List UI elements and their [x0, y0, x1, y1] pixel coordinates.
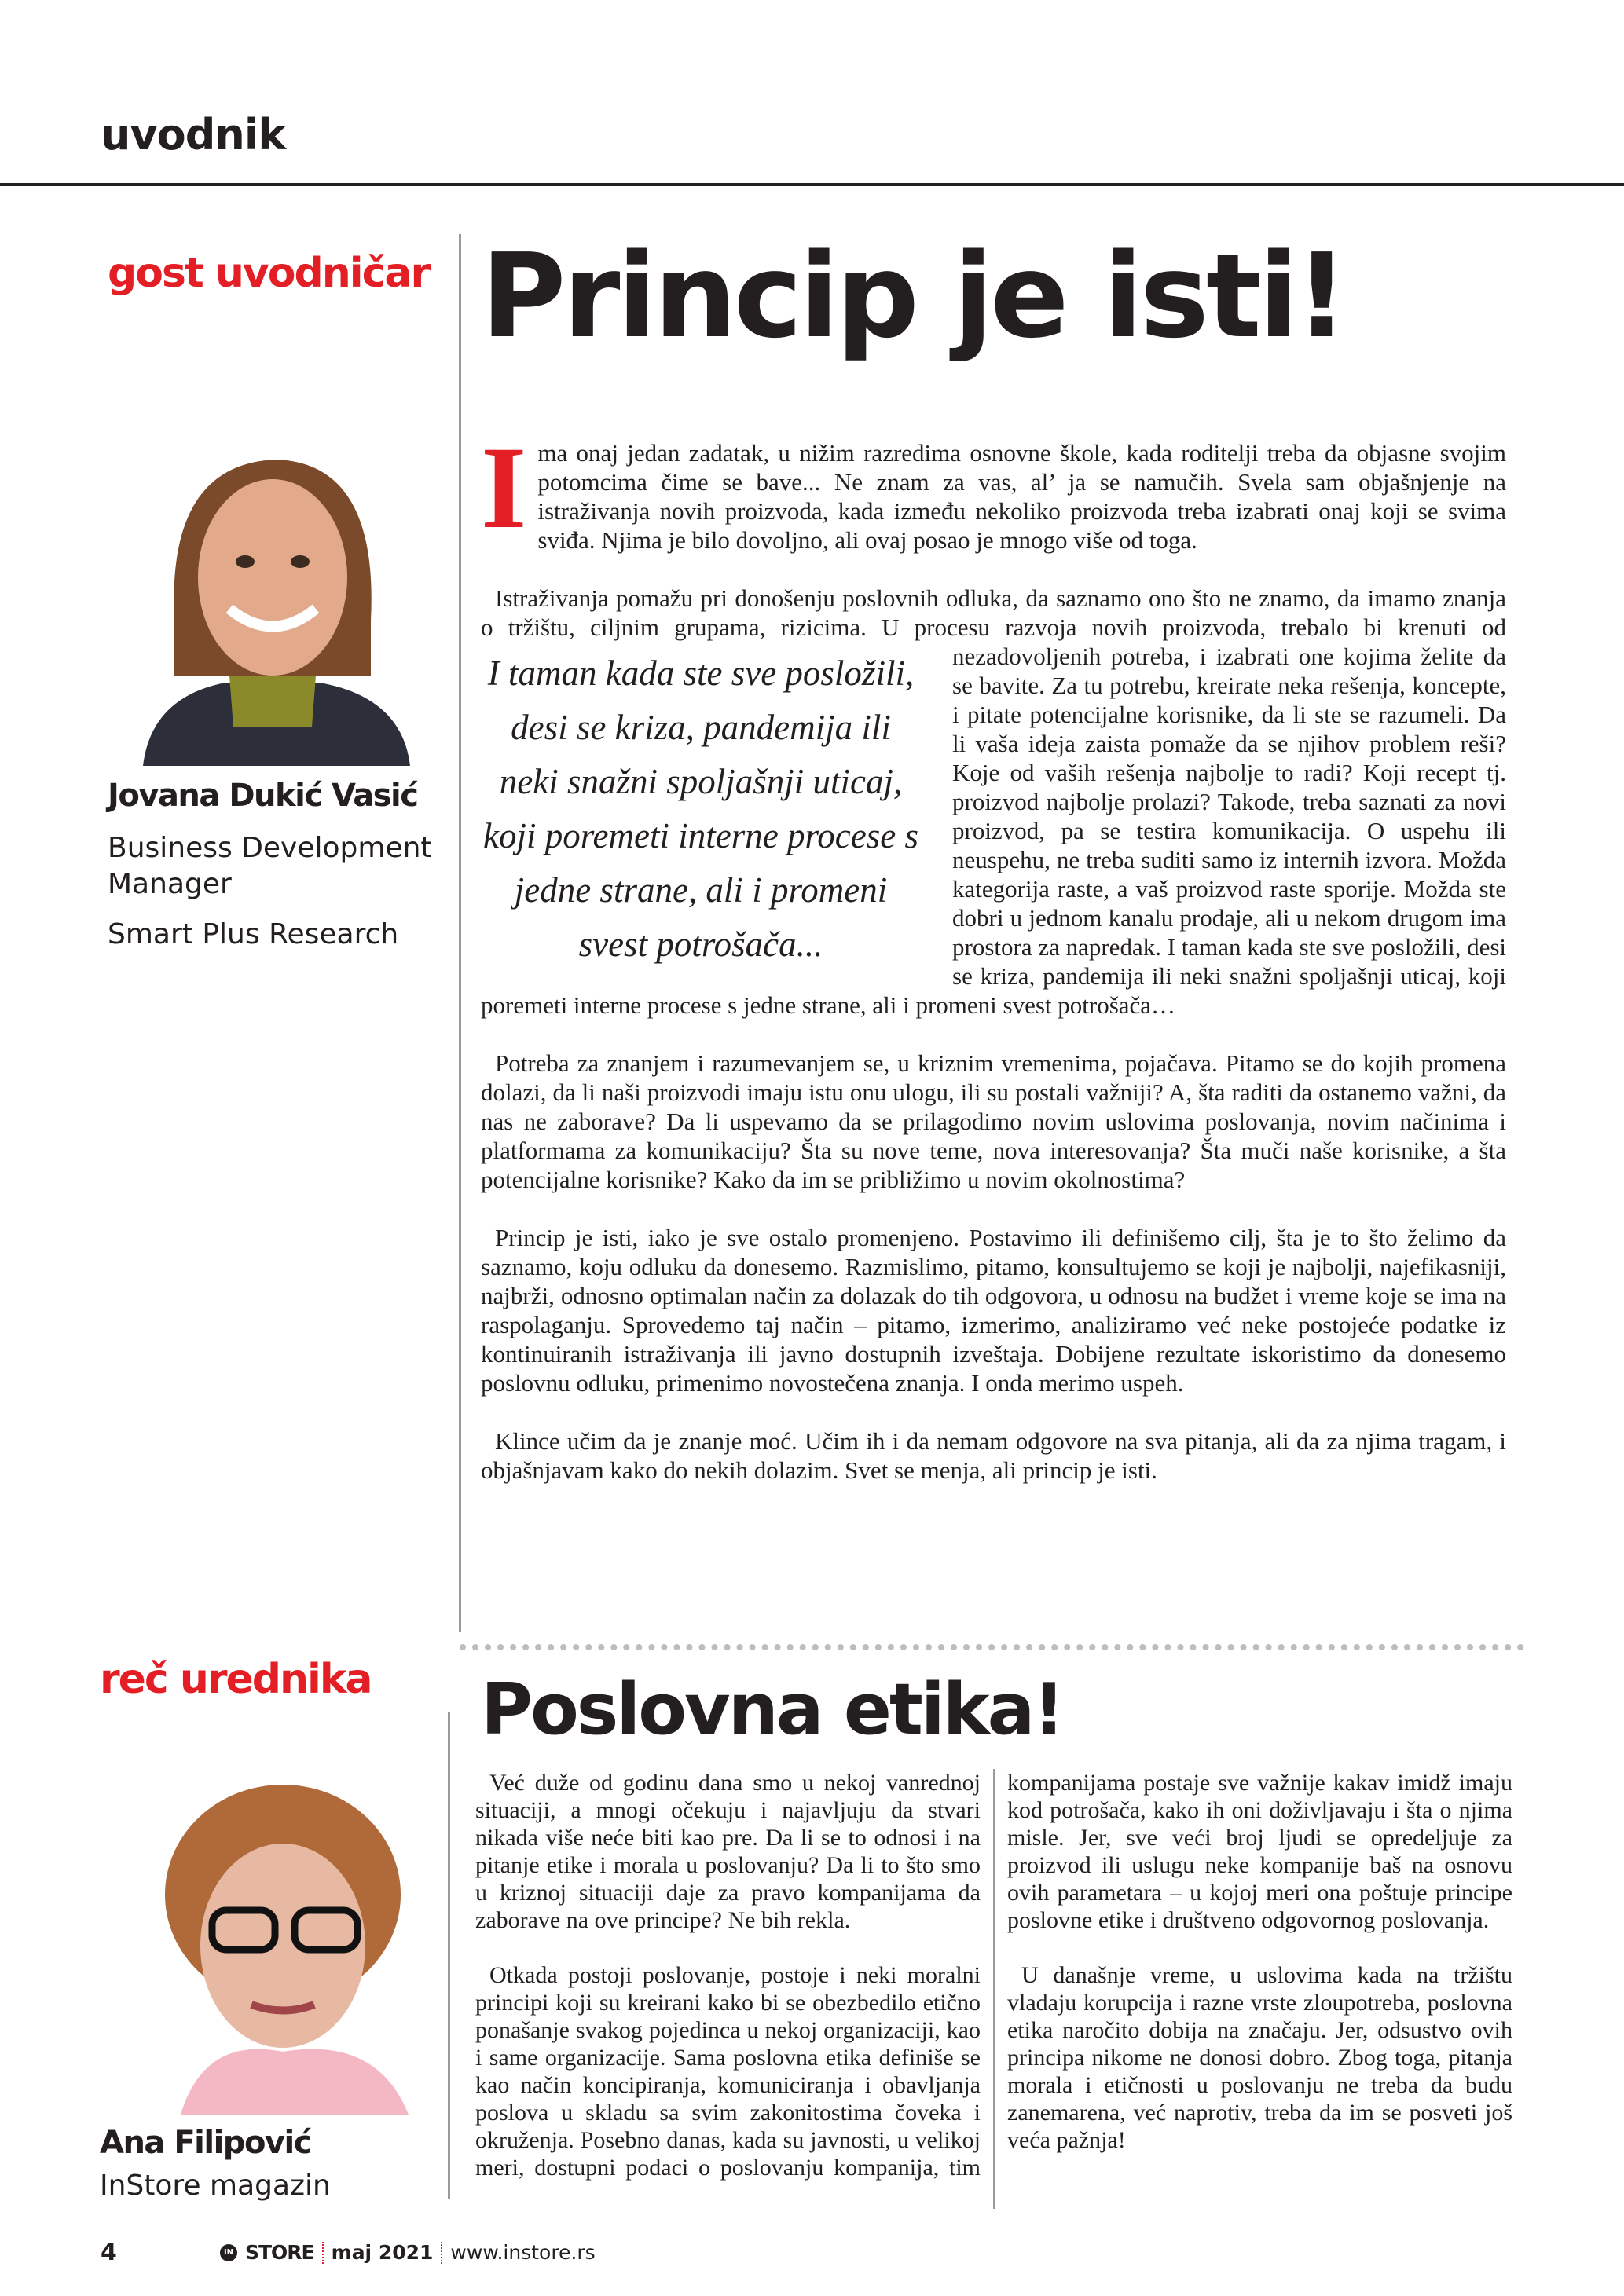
guest-name: Jovana Dukić Vasić: [108, 778, 418, 814]
section-label: uvodnik: [101, 110, 286, 159]
guest-photo: [119, 416, 448, 766]
body-paragraph: Istraživanja pomažu pri donošenju poslovnih odluka, da saznamo ono što ne znamo, da imamo znanja o tržištu, ciljnim grupama, rizicima. U procesu razvoja novih proizvoda, trebalo bi krenuti od nezadovoljenih potreba, i izabrati one kojima želite da se bavite. Za tu potrebu, kreirate neka rešenja, koncepte, i pitate potencijalne korisnike, da li ste se razumeli. Da li vaša ideja zaista pomaže da se njihov problem reši? Koje od vaših rešenja najbolje to radi? Koji recept tj. proizvod najbolje prolazi? Takođe, treba saznati za novi proizvod, pa se testira komunikacija. O uspehu ili neuspehu, ne treba suditi samo iz internih izvora. Možda kategorija raste, a vaš proizvod raste sporije. Možda ste dobri u jednom kanalu prodaje, ali u nekom drugom ima prostora za napredak. I taman kada ste sve posložili, desi se kriza, pandemija ili neki snažni spoljašnji uticaj, koji poremeti interne procese s jedne strane, ali i promeni svest potrošača…: [481, 584, 1507, 1019]
editorial-title: Poslovna etika!: [481, 1668, 1063, 1751]
editor-name: Ana Filipović: [100, 2125, 311, 2161]
footer-divider: [322, 2242, 324, 2264]
intro-paragraph: ma onaj jedan zadatak, u nižim razredima osnovne škole, kada roditelji treba da objasne svojim potomcima čime se bave... Ne znam za vas, al’ ja se namučih. Svela sam objašnjenje na istraživanja novih proizvoda, kada između nekoliko proizvoda treba izabrati onaj koji se svima sviđa. Njima je bilo dovoljno, ali ovaj posao je mnogo više od toga.: [537, 439, 1506, 554]
body-paragraph: U današnje vreme, u uslovima kada na tržištu vladaju korupcija i razne vrste zloupotreba, poslovna etika naročito dobija na značaju. Jer, odsustvo ovih principa nikome ne donosi dobro. Zbog toga, pitanja morala i etičnosti u poslovanju ne treba da budu zanemarena, već naprotiv, treba da im se posveti još veća pažnja!: [1007, 1962, 1512, 2153]
body-paragraph: Potreba za znanjem i razumevanjem se, u kriznim vremenima, pojačava. Pitamo se do kojih promena dolazi, da li naši proizvodi imaju istu onu ulogu, ili su postali važniji? A, šta raditi da ostanemo važni, da nas ne zaborave? Da li uspevamo da se prilagodimo novim uslovima poslovanja, novim načinima i platformama za komunikaciju? Šta su nove teme, nova interesovanja? Šta muči naše korisnike, a šta potencijalne korisnike? Kako da im se približimo u novim okolnostima?: [481, 1049, 1506, 1193]
footer-logo-text: STORE: [245, 2241, 314, 2264]
guest-label: gost uvodničar: [108, 250, 430, 297]
guest-company: Smart Plus Research: [108, 918, 399, 950]
body-paragraph: Otkada postoji poslovanje, postoje i neki moralni principi koji su kreirani kako bi se obezbedilo etično ponašanje svakog pojedinca u nekoj organizaciji, kao i same organizacije. Sama poslovna etika definiše se kao način koncipiranja, komuniciranja i obavljanja poslova u skladu sa svim zakonitostima čoveka i okruženja. Posebno danas, kada su javnosti, u velikoj meri, dostupni podaci o poslovanju kompanija, tim kompanijama postaje sve važnije kakav imidž imaju kod potrošača, kako ih oni doživljavaju i šta o njima misle. Jer, sve veći broj ljudi se opredeljuje za proizvod ili uslugu neke kompanije baš na osnovu ovih parametara – u kojoj meri ona poštuje principe poslovne etike i društveno odgovornog poslovanja.: [475, 1770, 1512, 2181]
body-paragraph: Već duže od godinu dana smo u nekoj vanrednoj situaciji, a mnogi očekuju i najavljuju da stvari nikada više neće biti kao pre. Da li se to odnosi i na pitanje etike i morala u poslovanju? Da li to što smo u kriznoj situaciji daje za pravo kompanijama da zaborave na ove principe? Ne bih rekla.: [475, 1770, 981, 1933]
page-number: 4: [101, 2239, 117, 2266]
editor-company: InStore magazin: [100, 2170, 331, 2202]
section-separator: [460, 1644, 1524, 1650]
body-paragraph: Klince učim da je znanje moć. Učim ih i da nemam odgovore na sva pitanja, ali da za njima tragam, i objašnjavam kako do nekih dolazim. Svet se menja, ali princip je isti.: [481, 1427, 1506, 1484]
footer-issue: maj 2021: [331, 2241, 434, 2264]
footer-masthead: [220, 2241, 596, 2264]
header-rule: [0, 183, 1624, 186]
article-body: [481, 423, 1507, 1514]
footer-website[interactable]: www.instore.rs: [450, 2241, 596, 2264]
drop-cap: I: [481, 423, 527, 553]
editorial-body: [475, 1769, 1512, 2209]
article-title: Princip je isti!: [481, 229, 1345, 364]
pull-quote: I taman kada ste sve posložili, desi se kriza, pandemija ili neki snažni spoljašnji uticaj, koji poremeti interne procese s jedne strane, ali i promeni svest potrošača...: [482, 654, 919, 964]
editor-label: reč urednika: [100, 1656, 372, 1703]
instore-logo-icon: IN: [220, 2244, 237, 2261]
footer-divider: [441, 2242, 442, 2264]
column-divider: [448, 1712, 450, 2199]
body-paragraph: Princip je isti, iako je sve ostalo promenjeno. Postavimo ili definišemo cilj, šta je to što želimo da saznamo, koju odluku da donesemo. Razmislimo, pitamo, konsultujemo se koji je najbolji, najefikasniji, najbrži, odnosno optimalan način za dolazak do tih odgovora, u odnosu na budžet i vreme koje se ima na raspolaganju. Sprovedemo taj način – pitamo, izmerimo, analiziramo već neke postojeće podatke iz kontinuiranih istraživanja ili javno dostupnih izveštaja. Dobijene rezultate iskoristimo da donesemo poslovnu odluku, primenimo novostečena znanja. I onda merimo uspeh.: [481, 1224, 1506, 1397]
editor-photo: [126, 1777, 444, 2115]
guest-role: Business Development Manager: [108, 832, 432, 900]
column-divider: [459, 234, 461, 1632]
